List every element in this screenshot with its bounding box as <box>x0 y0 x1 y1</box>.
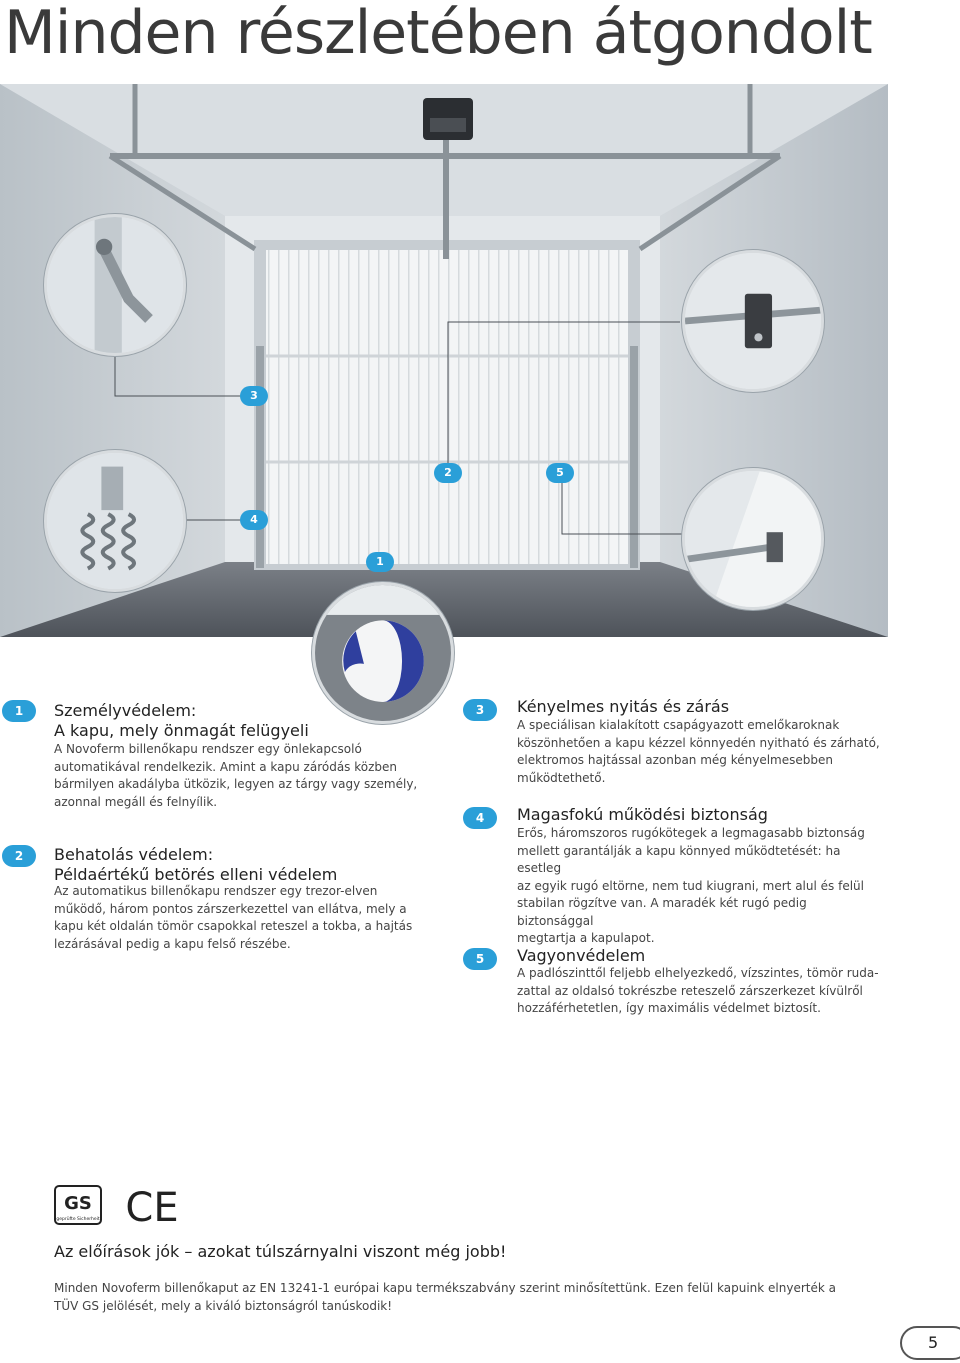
marker-2[interactable]: 2 <box>434 463 462 483</box>
marker-4[interactable]: 4 <box>240 510 268 530</box>
body-line: elektromos hajtással azonban még kényelmesebben <box>517 753 833 767</box>
lock-icon <box>685 253 821 389</box>
section-heading: Behatolás védelem: <box>54 845 214 864</box>
body-line: azonnal megáll és felnyílik. <box>54 794 218 809</box>
callout-lock <box>682 250 824 392</box>
body-line: köszönhetően a kapu kézzel könnyedén nyitható és zárható, <box>517 735 880 750</box>
gs-ce-logo <box>54 1185 184 1227</box>
gs-mark-sub: geprüfte Sicherheit <box>56 1217 100 1222</box>
body-line: Erős, háromszoros rugókötegek a legmagasabb biztonság <box>517 826 865 840</box>
callout-lever-arm <box>44 214 186 356</box>
body-line: mellett garantálják a kapu könnyed működtetését: ha esetleg <box>517 843 841 875</box>
section-3 <box>463 699 883 789</box>
section-number: 5 <box>463 948 497 970</box>
section-heading: Magasfokú működési biztonság <box>517 805 768 824</box>
callout-bolt <box>682 468 824 610</box>
section-5 <box>463 948 883 1028</box>
section-2 <box>2 845 422 965</box>
body-line: az egyik rugó eltörne, nem tud kiugrani, mert alul és felül <box>517 878 864 893</box>
section-number: 4 <box>463 807 497 829</box>
section-number: 3 <box>463 699 497 721</box>
garage-door-illustration <box>0 84 888 637</box>
section-1 <box>2 700 422 820</box>
body-line: automatikával rendelkezik. Amint a kapu záródás közben <box>54 759 398 774</box>
body-line: hozzáférhetetlen, így maximális védelmet biztosít. <box>517 1001 821 1015</box>
page-title: Minden részletében átgondolt <box>4 0 872 68</box>
gs-mark: GS <box>64 1193 92 1214</box>
body-line: A speciálisan kialakított csapágyazott emelőkaroknak <box>517 718 840 732</box>
section-number: 2 <box>2 845 36 867</box>
section-body <box>54 741 417 811</box>
body-line: Az automatikus billenőkapu rendszer egy trezor-elven <box>54 884 378 898</box>
footer-line: TÜV GS jelölését, mely a kiváló biztonságról tanúskodik! <box>54 1298 393 1313</box>
section-subheading: A kapu, mely önmagát felügyeli <box>54 721 309 740</box>
section-heading: Kényelmes nyitás és zárás <box>517 697 730 716</box>
body-line: bármilyen akadályba ütközik, legyen az tárgy vagy személy, <box>54 777 418 791</box>
section-body <box>54 883 412 953</box>
section-body <box>517 965 879 1018</box>
body-line: működtethető. <box>517 770 606 785</box>
footer-text <box>54 1280 854 1315</box>
section-heading: Személyvédelem: <box>54 701 197 720</box>
footer-line: Minden Novoferm billenőkaput az EN 13241-1 európai kapu termékszabvány szerint minősítettünk. Ezen felül kapuink elnyerték a <box>54 1281 836 1295</box>
section-body <box>517 825 883 948</box>
section-heading: Vagyonvédelem <box>517 946 646 965</box>
body-line: stabilan rögzítve van. A maradék két rugó pedig biztonsággal <box>517 896 807 928</box>
body-line: megtartja a kapulapot. <box>517 931 655 945</box>
section-body <box>517 717 880 787</box>
footer-heading: Az előírások jók – azokat túlszárnyalni viszont még jobb! <box>54 1242 507 1261</box>
certification-logos <box>54 1185 184 1231</box>
ce-mark: CE <box>125 1185 179 1227</box>
body-line: lezárásával pedig a kapu felső részébe. <box>54 936 291 951</box>
marker-5[interactable]: 5 <box>546 463 574 483</box>
marker-3[interactable]: 3 <box>240 386 268 406</box>
page-number: 5 <box>900 1326 960 1360</box>
body-line: kapu két oldalán tömör csapokkal reteszel a tokba, a hajtás <box>54 919 413 933</box>
bolt-icon <box>685 471 821 607</box>
section-subheading: Példaértékű betörés elleni védelem <box>54 865 338 884</box>
body-line: A padlószinttől feljebb elhelyezkedő, vízszintes, tömör ruda- <box>517 966 879 980</box>
body-line: A Novoferm billenőkapu rendszer egy önlekapcsoló <box>54 742 362 756</box>
marker-1[interactable]: 1 <box>366 552 394 572</box>
lever-arm-icon <box>47 217 183 353</box>
spring-icon <box>47 453 183 589</box>
body-line: működő, három pontos zárszerkezettel van ellátva, mely a <box>54 901 407 916</box>
section-4 <box>463 805 883 945</box>
callout-springs <box>44 450 186 592</box>
body-line: zattal az oldalsó tokrészbe reteszelő zárszerkezet kívülről <box>517 983 863 998</box>
section-number: 1 <box>2 700 36 722</box>
